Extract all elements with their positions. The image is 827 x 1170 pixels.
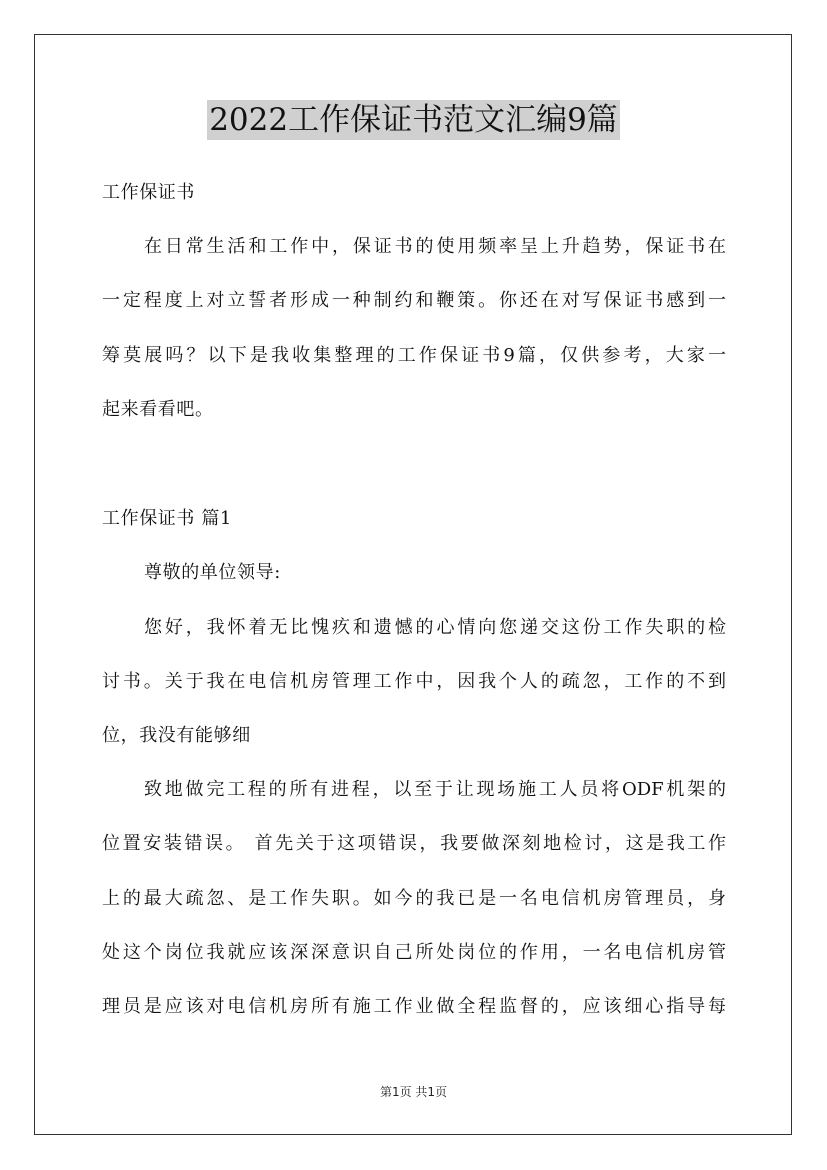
- paragraph-line: 讨书。关于我在电信机房管理工作中，因我个人的疏忽，工作的不到: [102, 671, 726, 692]
- page-number-footer: 第1页 共1页: [379, 1085, 448, 1099]
- paragraph-line: 您好，我怀着无比愧疚和遗憾的心情向您递交这份工作失职的检: [144, 617, 726, 638]
- salutation: 尊敬的单位领导:: [144, 562, 281, 583]
- paragraph-line: 位置安装错误。 首先关于这项错误，我要做深刻地检讨，这是我工作: [102, 833, 726, 854]
- title-container: [0, 100, 827, 140]
- paragraph-line: 起来看看吧。: [102, 399, 214, 420]
- document-title: 2022工作保证书范文汇编9篇: [209, 102, 618, 138]
- paragraph-line: 致地做完工程的所有进程，以至于让现场施工人员将ODF机架的: [144, 779, 726, 800]
- section-heading: 工作保证书 篇1: [102, 508, 232, 529]
- paragraph-line: 在日常生活和工作中，保证书的使用频率呈上升趋势，保证书在: [144, 236, 726, 257]
- paragraph-line: 理员是应该对电信机房所有施工作业做全程监督的，应该细心指导每: [102, 996, 726, 1017]
- paragraph-line: 筹莫展吗？以下是我收集整理的工作保证书9篇，仅供参考，大家一: [102, 345, 726, 366]
- section-heading: 工作保证书: [102, 182, 195, 203]
- paragraph-line: 位，我没有能够细: [102, 725, 251, 746]
- paragraph-line: 一定程度上对立誓者形成一种制约和鞭策。你还在对写保证书感到一: [102, 290, 726, 311]
- paragraph-line: 上的最大疏忽、是工作失职。如今的我已是一名电信机房管理员，身: [102, 888, 726, 909]
- paragraph-line: 处这个岗位我就应该深深意识自己所处岗位的作用，一名电信机房管: [102, 942, 726, 963]
